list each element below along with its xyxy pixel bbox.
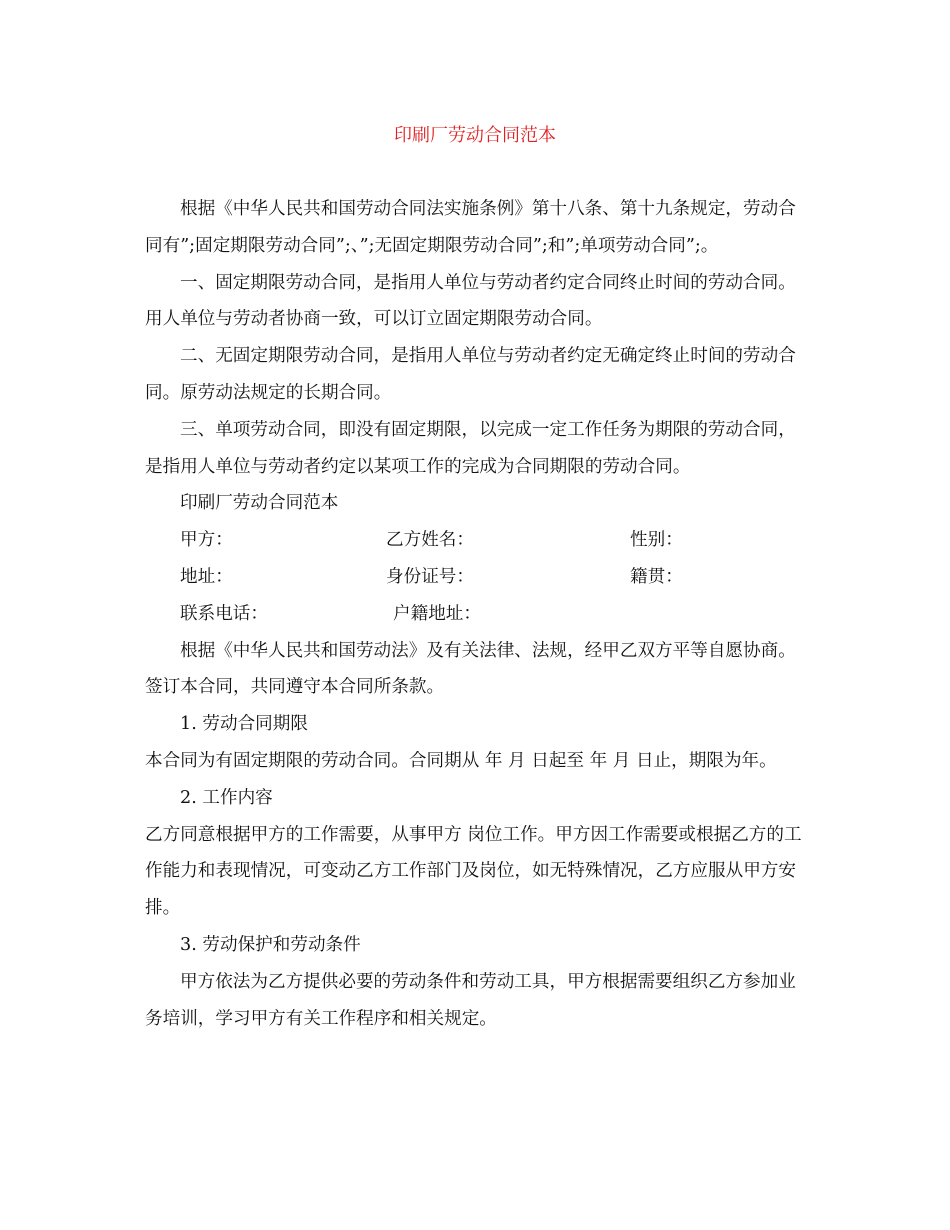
household-address-label: 户籍地址：	[393, 603, 481, 624]
section-text: 甲方依法为乙方提供必要的劳动条件和劳动工具，甲方根据需要组织乙方参加业务培训，学习甲方有关工作程序和相关规定。	[145, 971, 796, 1029]
gender-label: 性别：	[630, 530, 683, 551]
native-place-label: 籍贯：	[630, 566, 683, 587]
party-b-name-label: 乙方姓名：	[386, 530, 474, 551]
id-number-label: 身份证号：	[386, 566, 474, 587]
type-fixed-term: 一、固定期限劳动合同，是指用人单位与劳动者约定合同终止时间的劳动合同。用人单位与劳动者协商一致，可以订立固定期限劳动合同。	[145, 272, 796, 330]
preamble-paragraph: 根据《中华人民共和国劳动法》及有关法律、法规，经甲乙双方平等自愿协商。签订本合同，共同遵守本合同所条款。	[145, 640, 796, 698]
intro-paragraph: 根据《中华人民共和国劳动合同法实施条例》第十八条、第十九条规定，劳动合同有”;固定期限劳动合同”;、”;无固定期限劳动合同”;和”;单项劳动合同”;。	[145, 199, 796, 256]
section-heading: 1. 劳动合同期限	[180, 714, 308, 735]
phone-label: 联系电话：	[180, 603, 268, 624]
fields-row-1	[145, 522, 810, 559]
document-title: 印刷厂劳动合同范本	[394, 125, 556, 146]
party-a-label: 甲方：	[180, 530, 233, 551]
fields-row-2	[145, 559, 810, 596]
section-text: 乙方同意根据甲方的工作需要，从事甲方 岗位工作。甲方因工作需要或根据乙方的工作能力和表现情况，可变动乙方工作部门及岗位，如无特殊情况，乙方应服从甲方安排。	[145, 824, 802, 919]
address-label: 地址：	[180, 566, 233, 587]
section-heading: 3. 劳动保护和劳动条件	[180, 934, 361, 955]
type-open-ended: 二、无固定期限劳动合同，是指用人单位与劳动者约定无确定终止时间的劳动合同。原劳动法规定的长期合同。	[145, 346, 796, 403]
contract-subtitle: 印刷厂劳动合同范本	[180, 493, 339, 514]
fields-row-3	[145, 596, 810, 633]
document-body	[145, 191, 810, 1037]
section-heading: 2. 工作内容	[180, 787, 273, 808]
type-single-task: 三、单项劳动合同，即没有固定期限，以完成一定工作任务为期限的劳动合同，是指用人单位与劳动者约定以某项工作的完成为合同期限的劳动合同。	[145, 419, 796, 477]
section-text: 本合同为有固定期限的劳动合同。合同期从 年 月 日起至 年 月 日止，期限为年。	[145, 750, 777, 771]
